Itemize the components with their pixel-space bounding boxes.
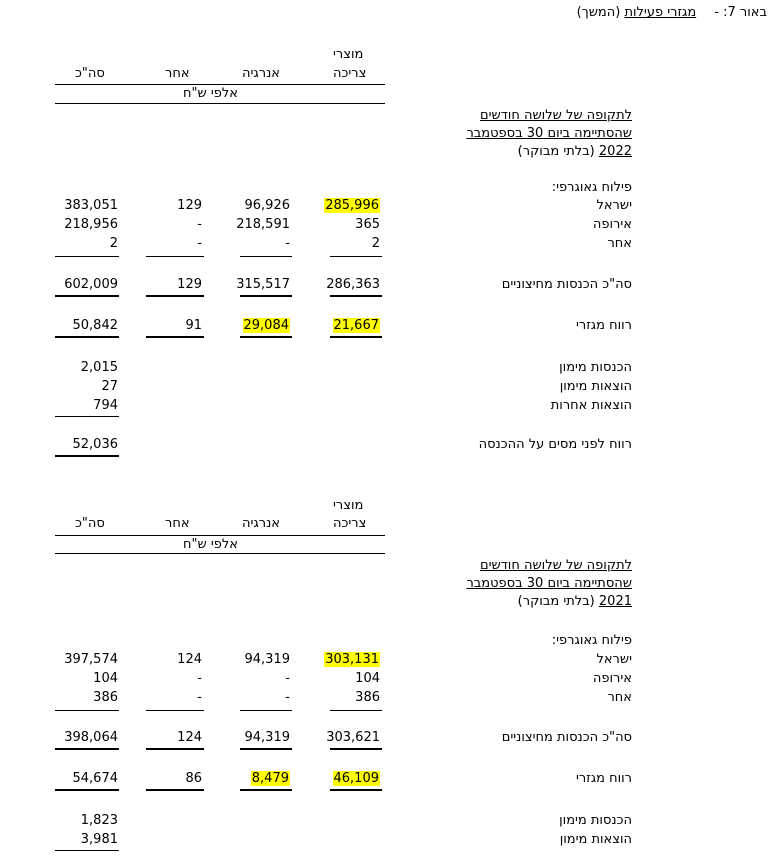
- cell-energy: 315,517: [236, 277, 290, 292]
- row-label: ישראל: [596, 652, 632, 667]
- row-label: הכנסות מימון: [559, 813, 632, 828]
- cell-total: 383,051: [64, 198, 118, 213]
- cell-total: 398,064: [64, 730, 118, 745]
- row-label: הכנסות מימון: [559, 360, 632, 375]
- sum-rule: [55, 710, 119, 711]
- sum-rule: [240, 256, 292, 257]
- cell-energy: -: [285, 236, 290, 251]
- col-other: אחר: [165, 516, 190, 531]
- total-rule: [55, 748, 119, 750]
- sum-rule: [55, 850, 119, 851]
- row-label: רווח מגזרי: [576, 318, 632, 333]
- row-label: סה"כ הכנסות מחיצוניים: [501, 730, 632, 745]
- total-rule: [146, 336, 204, 338]
- col-total: סה"כ: [75, 66, 105, 81]
- total-rule: [146, 295, 204, 297]
- header-rule: [55, 103, 385, 104]
- total-rule: [55, 336, 119, 338]
- cell-energy: 8,479: [251, 771, 289, 786]
- row-label: ישראל: [596, 198, 632, 213]
- col-consumer-line1: מוצרי: [333, 498, 364, 513]
- header-rule: [55, 84, 385, 85]
- period-title-line3: [518, 594, 632, 610]
- cell-other: -: [197, 671, 202, 686]
- unit-label: אלפי ש"ח: [183, 86, 238, 101]
- sum-rule: [240, 710, 292, 711]
- cell-consumer: 286,363: [326, 277, 380, 292]
- cell-energy: 29,084: [243, 318, 289, 333]
- cell-other: 124: [177, 652, 202, 667]
- cell-energy: -: [285, 690, 290, 705]
- cell-consumer: 303,621: [326, 730, 380, 745]
- cell-consumer: 21,667: [333, 318, 379, 333]
- row-label: אחר: [607, 236, 632, 251]
- header-rule: [55, 553, 385, 554]
- period-title-line1: לתקופה של שלושה חודשים: [479, 108, 632, 123]
- cell-total: 2,015: [80, 360, 118, 375]
- cell-total: 27: [101, 379, 118, 394]
- cell-consumer: 46,109: [333, 771, 379, 786]
- cell-total: 397,574: [64, 652, 118, 667]
- cell-other: 129: [177, 277, 202, 292]
- total-rule: [240, 789, 292, 791]
- row-label: סה"כ הכנסות מחיצוניים: [501, 277, 632, 292]
- unit-label: אלפי ש"ח: [183, 537, 238, 552]
- total-rule: [330, 748, 382, 750]
- col-other: אחר: [165, 66, 190, 81]
- total-rule: [240, 748, 292, 750]
- total-rule: [146, 789, 204, 791]
- sum-rule: [330, 256, 382, 257]
- period-year: 2022: [598, 144, 632, 159]
- period-year: 2021: [598, 594, 632, 609]
- cell-other: 124: [177, 730, 202, 745]
- header-rule: [55, 535, 385, 536]
- cell-energy: 94,319: [244, 652, 290, 667]
- cell-total: 52,036: [72, 437, 118, 452]
- cell-total: 602,009: [64, 277, 118, 292]
- row-label: רווח לפני מסים על ההכנסה: [478, 437, 632, 452]
- page-header: [577, 5, 767, 21]
- row-label: רווח מגזרי: [576, 771, 632, 786]
- total-rule: [330, 295, 382, 297]
- cell-consumer: 104: [355, 671, 380, 686]
- cell-other: -: [197, 236, 202, 251]
- period-title-line2: שהסתיימה ביום 30 בספטמבר: [466, 576, 632, 591]
- col-energy: אנרגיה: [242, 66, 280, 81]
- total-rule: [55, 789, 119, 791]
- sum-rule: [55, 256, 119, 257]
- cell-consumer: 365: [355, 217, 380, 232]
- col-consumer-line2: צריכה: [333, 516, 367, 531]
- col-energy: אנרגיה: [242, 516, 280, 531]
- cell-other: 129: [177, 198, 202, 213]
- cell-other: -: [197, 690, 202, 705]
- cell-energy: 94,319: [244, 730, 290, 745]
- cell-energy: 96,926: [244, 198, 290, 213]
- total-rule: [146, 748, 204, 750]
- cell-total: 3,981: [80, 832, 118, 847]
- col-total: סה"כ: [75, 516, 105, 531]
- geo-title: פילוח גאוגרפי:: [551, 633, 632, 648]
- row-label: הוצאות אחרות: [550, 398, 632, 413]
- cell-total: 1,823: [80, 813, 118, 828]
- cell-energy: 218,591: [236, 217, 290, 232]
- note-label: באור 7: -: [714, 5, 767, 20]
- col-consumer-line2: צריכה: [333, 66, 367, 81]
- section-title: מגזרי פעילות: [624, 5, 697, 20]
- cell-total: 794: [93, 398, 118, 413]
- cell-consumer: 285,996: [325, 198, 379, 213]
- total-rule: [330, 789, 382, 791]
- period-title-line3: [518, 144, 632, 160]
- cell-total: 386: [93, 690, 118, 705]
- cell-total: 2: [109, 236, 118, 251]
- row-label: אירופה: [592, 217, 632, 232]
- cell-consumer: 2: [371, 236, 380, 251]
- row-label: הוצאות מימון: [559, 379, 632, 394]
- sum-rule: [330, 710, 382, 711]
- total-rule: [240, 336, 292, 338]
- cell-consumer: 386: [355, 690, 380, 705]
- total-rule: [330, 336, 382, 338]
- total-rule: [55, 455, 119, 457]
- sum-rule: [55, 416, 119, 417]
- sum-rule: [146, 710, 204, 711]
- total-rule: [240, 295, 292, 297]
- row-label: אחר: [607, 690, 632, 705]
- sum-rule: [146, 256, 204, 257]
- cell-total: 104: [93, 671, 118, 686]
- cell-total: 54,674: [72, 771, 118, 786]
- continued-label: (המשך): [576, 5, 621, 20]
- unaudited-label: (בלתי מבוקר): [517, 144, 595, 159]
- cell-consumer: 303,131: [325, 652, 379, 667]
- geo-title: פילוח גאוגרפי:: [551, 180, 632, 195]
- cell-total: 218,956: [64, 217, 118, 232]
- col-consumer-line1: מוצרי: [333, 47, 364, 62]
- row-label: אירופה: [592, 671, 632, 686]
- period-title-line1: לתקופה של שלושה חודשים: [479, 558, 632, 573]
- cell-energy: -: [285, 671, 290, 686]
- cell-total: 50,842: [72, 318, 118, 333]
- cell-other: -: [197, 217, 202, 232]
- total-rule: [55, 295, 119, 297]
- period-title-line2: שהסתיימה ביום 30 בספטמבר: [466, 126, 632, 141]
- row-label: הוצאות מימון: [559, 832, 632, 847]
- cell-other: 91: [185, 318, 202, 333]
- unaudited-label: (בלתי מבוקר): [517, 594, 595, 609]
- cell-other: 86: [185, 771, 202, 786]
